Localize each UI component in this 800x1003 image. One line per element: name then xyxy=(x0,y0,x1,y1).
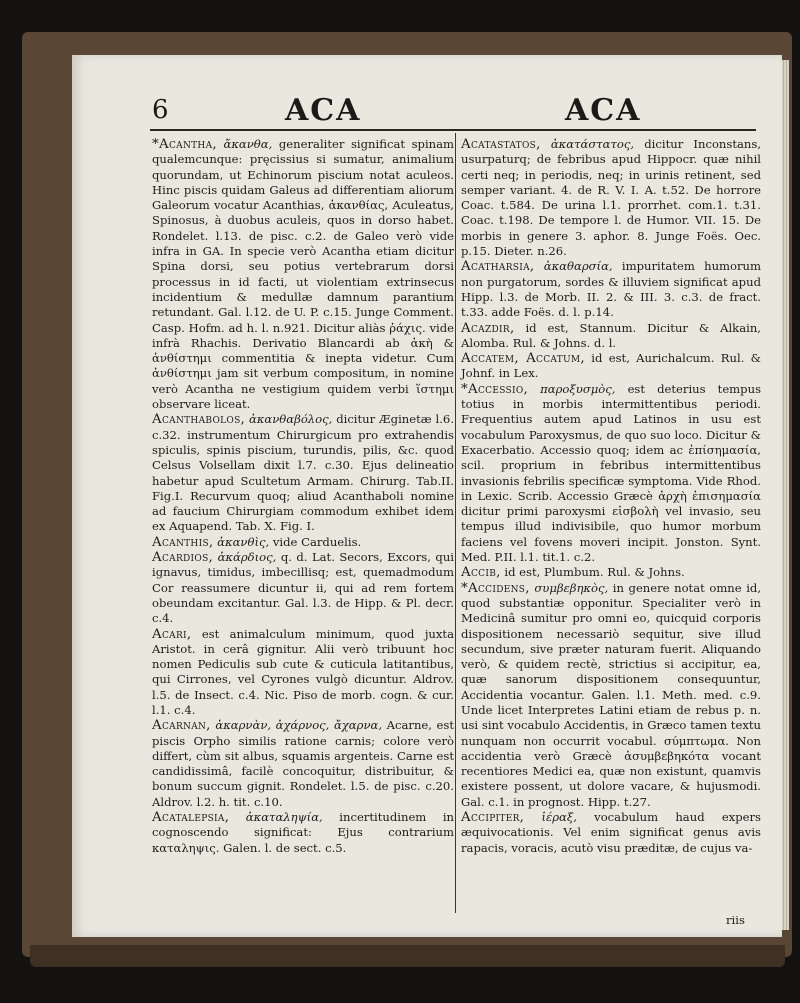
dictionary-entry xyxy=(152,412,454,534)
dictionary-entry xyxy=(152,535,454,550)
entry-body: vide Carduelis. xyxy=(272,534,362,549)
dictionary-entry xyxy=(461,351,761,382)
entry-greek: συμβεβηκὸς, xyxy=(534,580,609,595)
entry-headword: Accib, xyxy=(461,565,501,581)
running-head-left: ACA xyxy=(285,93,362,128)
entry-headword: Acanthabolos, xyxy=(152,412,246,428)
entry-headword: Acari, xyxy=(152,626,192,642)
entry-headword: *Acantha, xyxy=(152,137,217,152)
dictionary-entry xyxy=(152,718,454,810)
entry-headword: Acatastatos, xyxy=(461,137,541,152)
entry-greek: παροξυσμὸς, xyxy=(540,381,616,396)
entry-body: in genere notat omne id, quod substantiæ opponitur. Specialiter verò in Medicinâ sumitur pro omni eo, quicquid corporis dispositionem necessariò sequitur, sive illud secundum, sive præter naturam fuerit. Aliquando verò, & quidem rectè, strictius si accipitur, ea, quæ sanorum dispositionem consequuntur, Accidentia vocantur. Galen. l.1. Meth. med. c.9. Unde licet Interpretes Latini etiam de rebus p. n. usi sint vocabulo Accidentis, in Græco tamen textu nunquam non occurrit vocabul. σύμπτωμα. Non accidentia verò Græcè ἀσυμβεβηκότα vocant recentiores Medici ea, quæ non existunt, quamvis existere possent, ut dolore vacare, & hujusmodi. Gal. c.1. in prognost. Hipp. t.27. xyxy=(461,580,762,809)
entry-greek: ἀκανθὶς, xyxy=(217,534,270,549)
entry-headword: Acatalepsia, xyxy=(152,810,230,826)
entry-body: dicitur Inconstans, usurpaturq; de febribus apud Hippocr. quæ nihil certi neq; in periodis, neq; in urinis retinent, sed semper variant. 4. de R. V. I. A. t.52. De horrore Coac. t.584. De urina l.1. prorrhet. com.1. t.31. Coac. t.198. De tempore l. de Humor. VII. 15. De morbis in genere 3. aphor. 8. Junge Foës. Oec. p.15. Dieter. n.26. xyxy=(461,137,762,259)
entry-greek: ἀκαρνὰν, ἀχάρνος, ἄχαρνα, xyxy=(215,718,383,733)
entry-body: vocabulum haud expers æquivocationis. Vel enim significat genus avis rapacis, voracis, acutò visu præditæ, de cujus va- xyxy=(461,810,761,855)
entry-body: impuritatem humorum non purgatorum, sordes & illuviem significat apud Hipp. l.3. de Morb. II. 2. & III. 3. c.3. de fract. t.33. adde Foës. d. l. p.14. xyxy=(461,259,762,320)
dictionary-entry xyxy=(461,581,761,810)
entry-headword: Accatem, Accatum, xyxy=(461,351,585,367)
entry-headword: *Accessio, xyxy=(461,381,529,397)
left-column xyxy=(152,137,454,856)
running-head-right: ACA xyxy=(565,93,642,128)
entry-greek: ἀκανθαβόλος, xyxy=(249,412,333,427)
entry-greek: ἄκανθα, xyxy=(223,137,273,151)
page-number: 6 xyxy=(152,95,169,125)
dictionary-entry xyxy=(461,137,761,259)
entry-body: q. d. Lat. Secors, Excors, qui ignavus, timidus, imbecillisq; est, quemadmodum Cor reassumere dicuntur ii, qui ad rem fortem obeundam excitantur. Gal. l.3. de Hipp. & Pl. decr. c.4. xyxy=(152,550,454,626)
dictionary-entry xyxy=(461,810,761,856)
entry-greek: ἀκατάστατος, xyxy=(550,137,635,151)
entry-headword: Acazdir, xyxy=(461,320,515,336)
entry-body: id est, Plumbum. Rul. & Johns. xyxy=(504,565,685,580)
entry-body: est animalculum minimum, quod juxta Aristot. in cerâ gignitur. Alii verò tribuunt hoc nomen Pediculis sub cute & cuticula latitantibus, qui Cirrones, vel Cyrones vulgò dicuntur. Aldrov. l.5. de Insect. c.4. Nic. Piso de morb. cogn. & cur. l.1. c.4. xyxy=(152,626,454,717)
entry-headword: Acanthis, xyxy=(152,534,214,550)
entry-headword: Acarnan, xyxy=(152,718,211,734)
dictionary-entry xyxy=(461,382,761,566)
dictionary-entry xyxy=(152,627,454,719)
entry-headword: *Accidens, xyxy=(461,580,530,596)
entry-body: incertitudinem in cognoscendo significat: Ejus contrarium καταληψις. Galen. l. de sect. c.5. xyxy=(152,810,454,855)
dictionary-entry xyxy=(152,810,454,856)
entry-body: Acarne, est piscis Orpho similis ratione carnis; colore verò differt, cùm sit albus, squamis argenteis. Carne est candidissimâ, facilè concoquitur, distribuitur, & bonum succum gignit. Rondelet. l.5. de pisc. c.20. Aldrov. l.2. h. tit. c.10. xyxy=(152,718,455,809)
dictionary-entry xyxy=(461,259,761,320)
entry-greek: ἀκαταληψία, xyxy=(245,810,323,825)
entry-greek: ἱέραξ, xyxy=(541,810,577,825)
entry-headword: Acardios, xyxy=(152,550,214,566)
catchword: riis xyxy=(726,913,745,927)
page xyxy=(72,55,782,937)
dictionary-entry xyxy=(461,565,761,580)
page-header xyxy=(72,93,782,133)
right-column xyxy=(461,137,761,856)
entry-body: id est, Aurichalcum. Rul. & Johnf. in Lex. xyxy=(461,351,761,381)
dictionary-entry xyxy=(461,321,761,352)
entry-greek: ἀκάρδιος, xyxy=(217,550,277,565)
column-divider xyxy=(455,133,456,913)
header-rule xyxy=(150,129,756,131)
entry-body: generaliter significat spinam qualemcunque: pręcissius si sumatur, animalium quorundam, ut Echinorum piscium notat aculeos. Hinc piscis quidam Galeus ad differentiam aliorum Galeorum vocatur Acanthias, ἀκανθίας, Aculeatus, Spinosus, à duobus aculeis, quos in dorso habet. Rondelet. l.13. de pisc. c.2. de Galeo verò vide infra in GA. In specie verò Acantha etiam dicitur Spina dorsi, seu potius vertebrarum dorsi processus in id facti, ut violentiam extrinsecus incidentium & medullæ damnum parantium retundant. Gal. l.12. de U. P. c.15. Junge Comment. Casp. Hofm. ad h. l. n.921. Dicitur aliàs ῥάχις. vide infrà Rhachis. Derivatio Blancardi ab ἀκὴ & ἀνθίστημι commentitia & inepta videtur. Cum ἀνθίστημι jam sit verbum compositum, in nomine verò Acantha ne vestigium quidem verbi ἵστημι observare liceat. xyxy=(152,137,455,412)
entry-headword: Accipiter, xyxy=(461,810,525,826)
entry-headword: Acatharsia, xyxy=(461,259,535,275)
entry-body: dicitur Æginetæ l.6. c.32. instrumentum Chirurgicum pro extrahendis spiculis, spinis piscium, turundis, pilis, &c. quod Celsus Volsellam dixit l.7. c.30. Ejus delineatio habetur apud Scultetum Armam. Chirurg. Tab.II. Fig.I. Recurvum quoq; aliud Acanthaboli nomine ad faucium Chirurgiam commodum exhibet idem ex Aquapend. Tab. X. Fig. I. xyxy=(152,412,454,534)
dictionary-entry xyxy=(152,550,454,626)
dictionary-entry xyxy=(152,137,454,412)
entry-greek: ἀκαθαρσία, xyxy=(543,259,613,274)
entry-body: est deterius tempus totius in morbis intermittentibus periodi. Frequentius autem apud Latinos in usu est vocabulum Paroxysmus, de quo suo loco. Dicitur & Exacerbatio. Accessio quoq; idem ac ἐπίσημασία, scil. proprium in febribus intermittentibus invasionis febrilis specificæ symptoma. Vide Rhod. in Lexic. Scrib. Accessio Græcè ἀρχὴ ἐπισημασία dicitur primi paroxysmi εἰσβολὴ vel invasio, seu tempus illud indivisibile, quo humor morbum faciens vel fovens moveri incipit. Jonston. Synt. Med. P.II. l.1. tit.1. c.2. xyxy=(461,381,762,565)
book-bottom-edge xyxy=(30,945,785,967)
entry-body: id est, Stannum. Dicitur & Alkain, Alomba. Rul. & Johns. d. l. xyxy=(461,320,761,350)
